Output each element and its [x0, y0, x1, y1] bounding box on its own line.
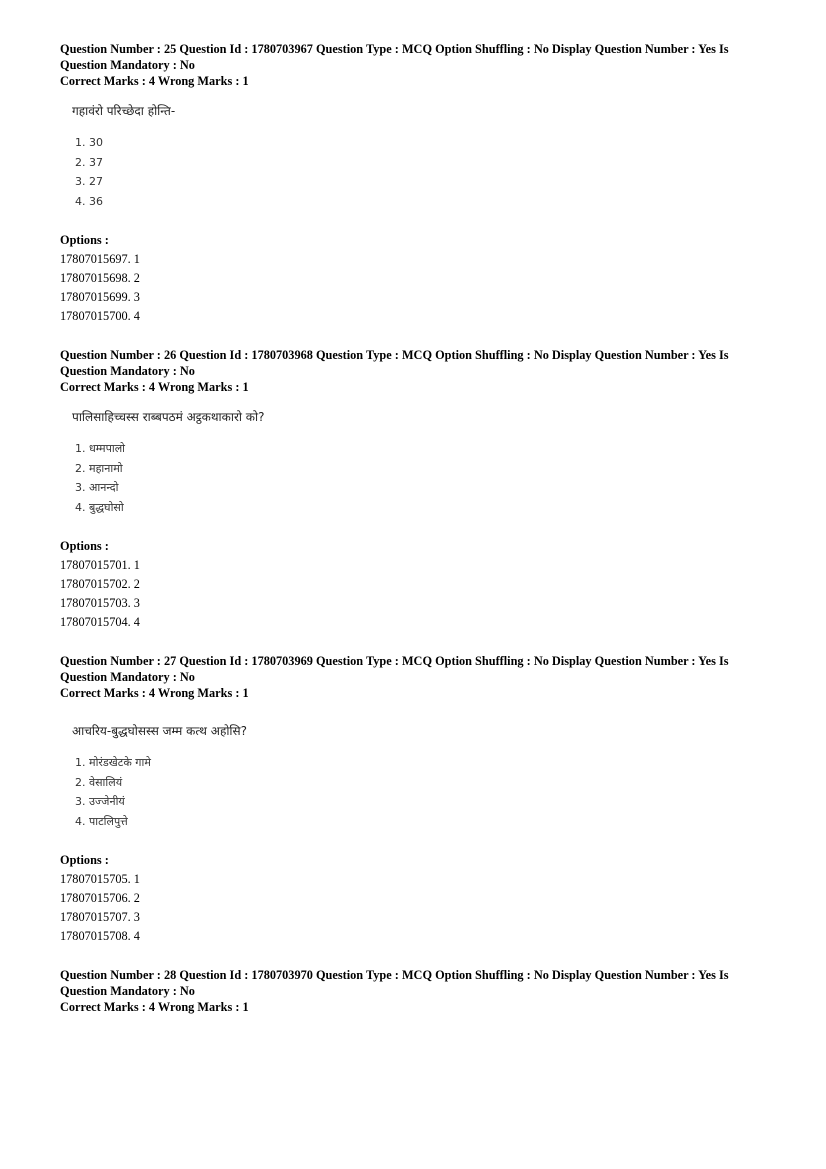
option-id-item: 17807015699. 3 [60, 290, 140, 304]
choice-item: 2. वेसालियं [75, 775, 123, 789]
choice-item: 1. धम्मपालो [75, 442, 126, 455]
options-label: Options : [60, 853, 109, 867]
option-id-item: 17807015708. 4 [60, 929, 140, 943]
question-header: Question Number : 26 Question Id : 1780703968 Question Type : MCQ Option Shuffling : No Display Question Number : Yes Is Question Mandatory : No [60, 348, 729, 378]
option-id-item: 17807015705. 1 [60, 872, 140, 886]
choice-item: 3. उज्जेनीयं [75, 795, 125, 808]
option-id-item: 17807015701. 1 [60, 558, 140, 572]
question-marks: Correct Marks : 4 Wrong Marks : 1 [60, 74, 249, 88]
options-label: Options : [60, 233, 109, 247]
option-id-item: 17807015700. 4 [60, 309, 140, 323]
option-id-item: 17807015703. 3 [60, 596, 140, 610]
choice-item: 3. आनन्दो [75, 481, 119, 494]
question-header: Question Number : 27 Question Id : 1780703969 Question Type : MCQ Option Shuffling : No Display Question Number : Yes Is Question Mandatory : No [60, 654, 729, 684]
choice-item: 4. पाटलिपुत्ते [75, 814, 128, 828]
option-id-item: 17807015698. 2 [60, 271, 140, 285]
option-id-item: 17807015707. 3 [60, 910, 140, 924]
question-paper-page [60, 42, 760, 1015]
choice-item: 4. 36 [75, 194, 103, 208]
choice-item: 3. 27 [75, 175, 103, 188]
choice-list [75, 439, 760, 517]
question-marks: Correct Marks : 4 Wrong Marks : 1 [60, 1000, 249, 1014]
choice-item: 1. मोरंडखेटके गामे [75, 756, 151, 769]
option-id-item: 17807015702. 2 [60, 577, 140, 591]
question-text: आचरिय-बुद्धघोसस्स जम्म कत्थ अहोसि? [72, 724, 248, 738]
question-28 [60, 968, 760, 1015]
question-header: Question Number : 28 Question Id : 1780703970 Question Type : MCQ Option Shuffling : No Display Question Number : Yes Is Question Mandatory : No [60, 968, 729, 998]
option-id-list [60, 556, 760, 632]
question-header: Question Number : 25 Question Id : 1780703967 Question Type : MCQ Option Shuffling : No Display Question Number : Yes Is Question Mandatory : No [60, 42, 729, 72]
question-26 [60, 348, 760, 632]
question-marks: Correct Marks : 4 Wrong Marks : 1 [60, 686, 249, 700]
option-id-item: 17807015697. 1 [60, 252, 140, 266]
question-text: पालिसाहिच्चस्स राब्बपठमं अट्ठकथाकारो को? [72, 410, 265, 424]
option-id-item: 17807015704. 4 [60, 615, 140, 629]
choice-list [75, 133, 760, 211]
option-id-list [60, 250, 760, 326]
choice-item: 2. 37 [75, 155, 103, 169]
choice-item: 2. महानामो [75, 461, 123, 475]
choice-item: 4. बुद्धघोसो [75, 500, 124, 514]
question-25 [60, 42, 760, 326]
choice-item: 1. 30 [75, 136, 103, 149]
question-text: गहावंरो परिच्छेदा होन्ति- [72, 104, 176, 118]
question-marks: Correct Marks : 4 Wrong Marks : 1 [60, 380, 249, 394]
option-id-item: 17807015706. 2 [60, 891, 140, 905]
option-id-list [60, 870, 760, 946]
choice-list [75, 753, 760, 831]
question-27 [60, 654, 760, 946]
options-label: Options : [60, 539, 109, 553]
